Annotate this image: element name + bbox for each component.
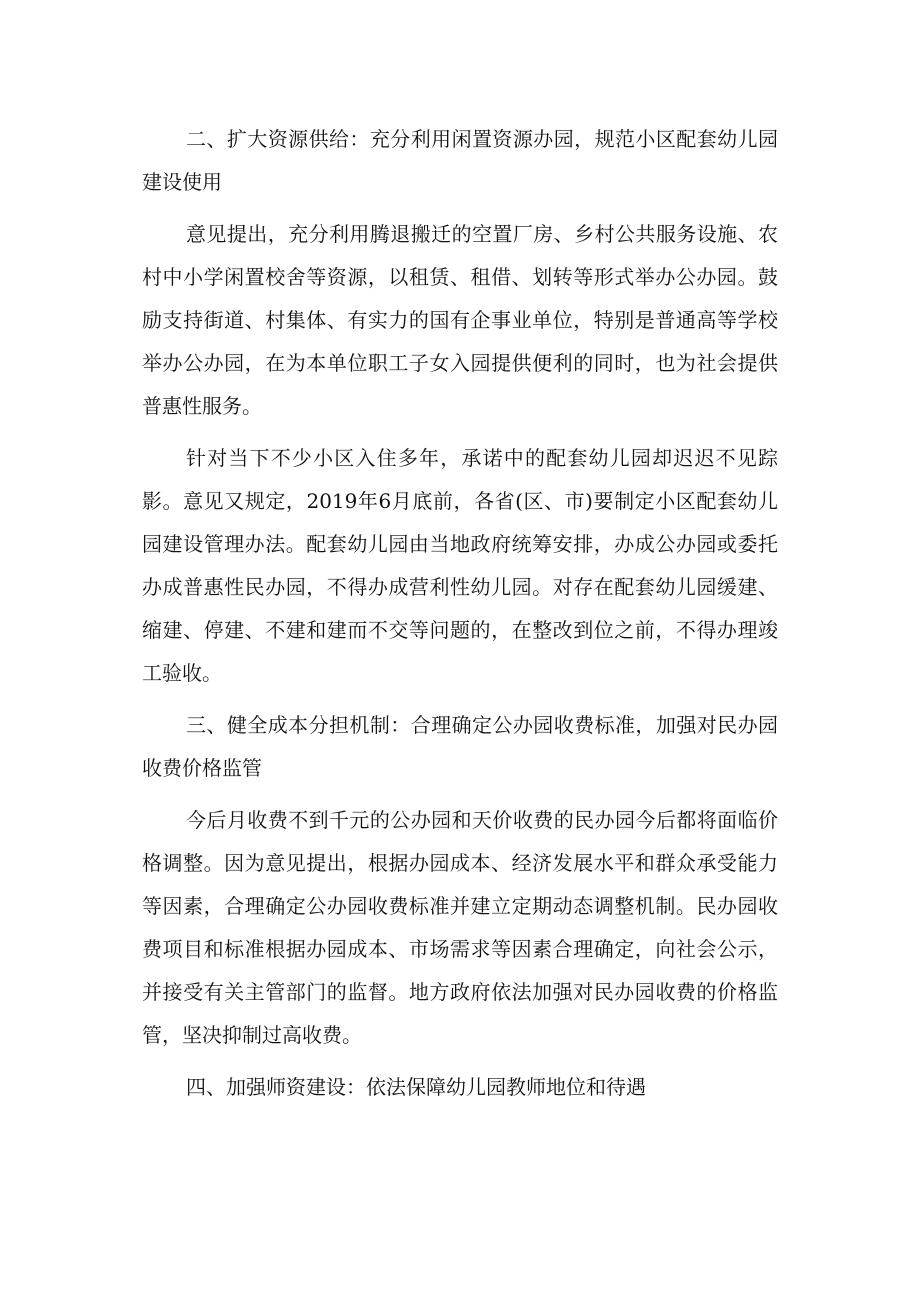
body-paragraph: 意见提出，充分利用腾退搬迁的空置厂房、乡村公共服务设施、农村中小学闲置校舍等资源，以租赁、租借、划转等形式举办公办园。鼓励支持街道、村集体、有实力的国有企事业单位，特别是普通高等学校举办公办园，在为本单位职工子女入园提供便利的同时，也为社会提供普惠性服务。 <box>142 222 778 418</box>
body-paragraph: 今后月收费不到千元的公办园和天价收费的民办园今后都将面临价格调整。因为意见提出，根据办园成本、经济发展水平和群众承受能力等因素，合理确定公办园收费标准并建立定期动态调整机制。民办园收费项目和标准根据办园成本、市场需求等因素合理确定，向社会公示，并接受有关主管部门的监督。地方政府依法加强对民办园收费的价格监管，坚决抑制过高收费。 <box>142 808 778 1047</box>
body-paragraph: 针对当下不少小区入住多年，承诺中的配套幼儿园却迟迟不见踪影。意见又规定，2019年6月底前，各省(区、市)要制定小区配套幼儿园建设管理办法。配套幼儿园由当地政府统筹安排，办成公办园或委托办成普惠性民办园，不得办成营利性幼儿园。对存在配套幼儿园缓建、缩建、停建、不建和建而不交等问题的，在整改到位之前，不得办理竣工验收。 <box>142 446 778 685</box>
section-heading-2: 二、扩大资源供给：充分利用闲置资源办园，规范小区配套幼儿园建设使用 <box>142 127 778 194</box>
section-heading-4: 四、加强师资建设：依法保障幼儿园教师地位和待遇 <box>186 1075 646 1099</box>
section-heading-3: 三、健全成本分担机制：合理确定公办园收费标准，加强对民办园收费价格监管 <box>142 713 778 780</box>
